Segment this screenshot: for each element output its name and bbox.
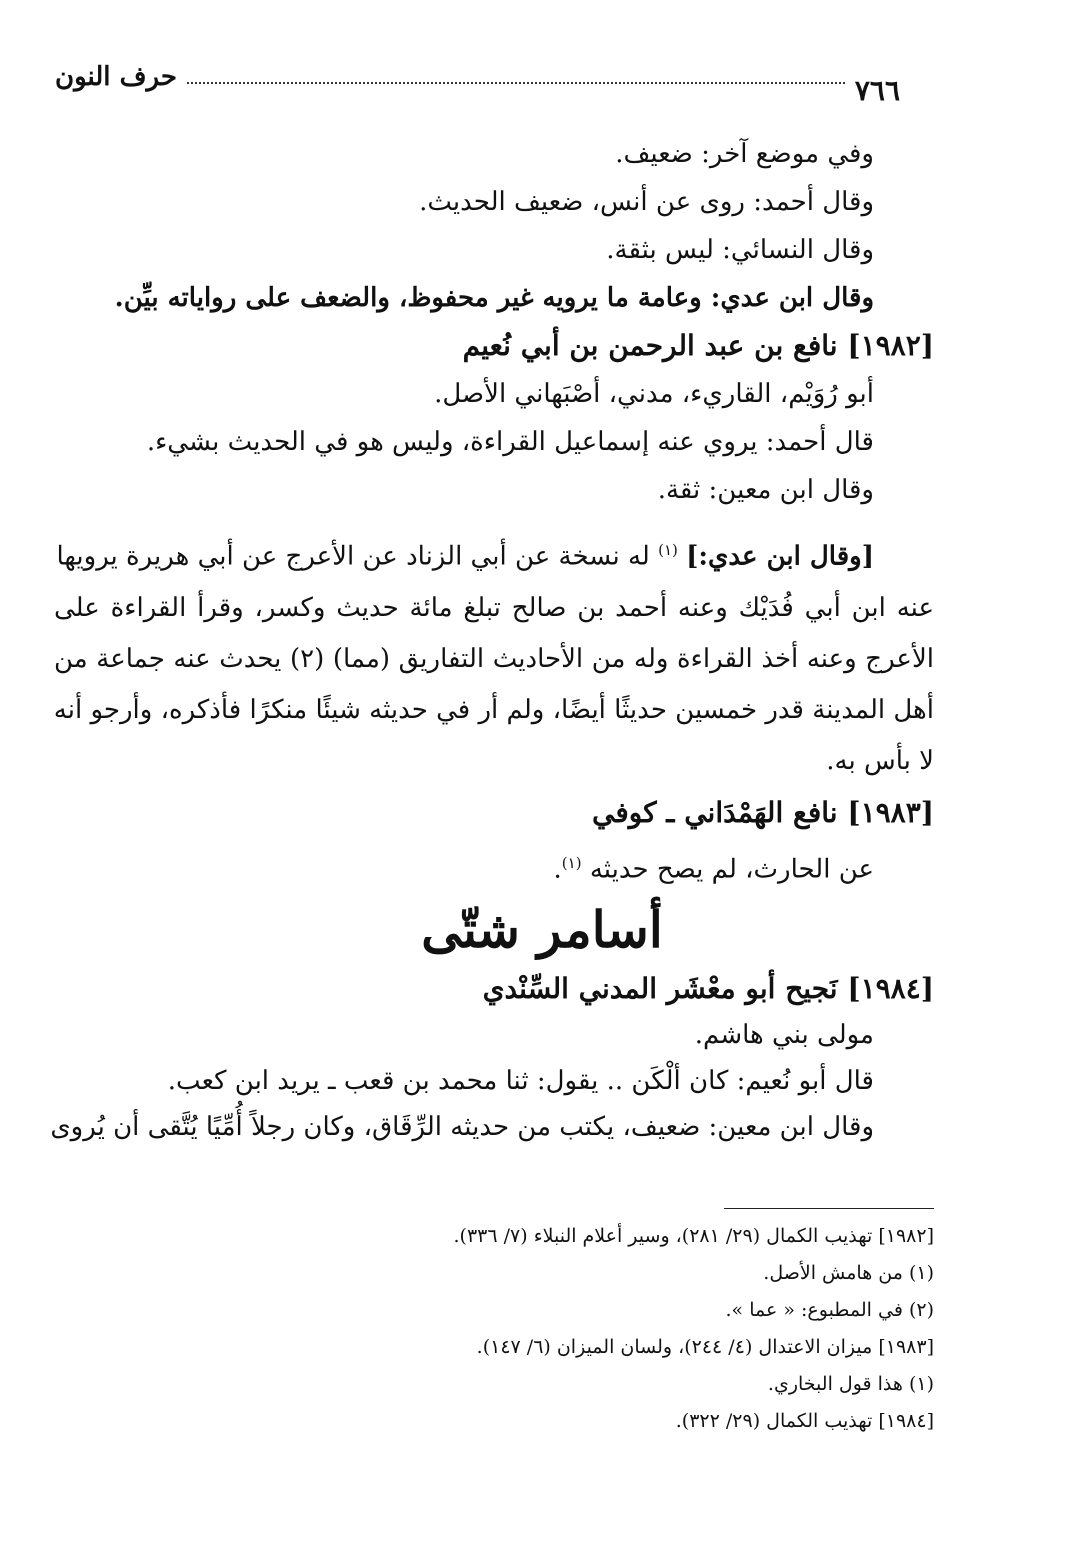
text-line: عن الحارث، لم يصح حديثه $^{(١)}$. (553, 853, 874, 885)
section-title: أسامر شتّى (421, 900, 663, 959)
entry-heading-1983: [١٩٨٣] نافع الهَمْدَاني ـ كوفي (592, 795, 934, 829)
text-line: مولى بني هاشم. (694, 1020, 874, 1050)
paragraph-block-1982 (54, 525, 934, 895)
text-line: أبو رُوَيْم، القاريء، مدني، أصْبَهاني الأصل. (434, 379, 874, 409)
text-line: وقال ابن معين: ضعيف، يكتب من حديثه الرِّقَاق، وكان رجلاً أُمِّيًا يُتَّقى أن يُروى (50, 1112, 874, 1142)
text-line: لا بأس به. (826, 745, 934, 776)
page-header (55, 64, 900, 114)
text-line: وفي موضع آخر: ضعيف. (615, 139, 874, 169)
page-number: ٧٦٦ (845, 74, 900, 107)
text-line: وقال النسائي: ليس بثقة. (606, 235, 874, 265)
paragraph-first-text: له نسخة عن أبي الزناد عن الأعرج عن أبي هريرة يرويها (56, 541, 650, 572)
footnote-divider (724, 1208, 934, 1209)
footnote-ref: (١) (658, 541, 678, 559)
text-line: الأعرج وعنه أخذ القراءة وله من الأحاديث التفاريق (مما) (٢) يحدث عنه جماعة من (54, 643, 934, 674)
footnote: (١) من هامش الأصل. (763, 1262, 934, 1284)
paragraph-lead: [وقال ابن عدي:] (686, 541, 874, 572)
text-line: قال أبو نُعيم: كان ألْكَن .. يقول: ثنا محمد بن قعب ـ يريد ابن كعب. (167, 1066, 874, 1096)
entry-heading-1984: [١٩٨٤] نَجيح أبو معْشَر المدني السِّنْدي (482, 972, 934, 1005)
text-line: وقال ابن عدي: وعامة ما يرويه غير محفوظ، والضعف على رواياته بيِّن. (114, 283, 874, 313)
footnote: (١) هذا قول البخاري. (767, 1373, 934, 1395)
paragraph-first-line (54, 525, 874, 583)
footnote-ref: (١) (561, 853, 582, 872)
lower-text-block (50, 966, 934, 1150)
text-line: عنه ابن أبي فُدَيْك وعنه أحمد بن صالح تبلغ مائة حديث وكسر، وقرأ القراءة على (54, 592, 934, 623)
text-line: أهل المدينة قدر خمسين حديثًا أيضًا، ولم أر في حديثه شيئًا منكرًا فأذكره، وأرجو أنه (53, 694, 934, 725)
text-line: وقال ابن معين: ثقة. (657, 475, 874, 505)
footnote: [١٩٨٢] تهذيب الكمال (٢٩/ ٢٨١)، وسير أعلام النبلاء (٧/ ٣٣٦). (453, 1225, 934, 1247)
running-title: حرف النون (55, 62, 187, 92)
footnote: [١٩٨٤] تهذيب الكمال (٢٩/ ٣٢٢). (675, 1410, 934, 1432)
footnote: [١٩٨٣] ميزان الاعتدال (٤/ ٢٤٤)، ولسان الميزان (٦/ ١٤٧). (476, 1336, 934, 1358)
text-line: وقال أحمد: روى عن أنس، ضعيف الحديث. (419, 187, 874, 217)
text-line: قال أحمد: يروي عنه إسماعيل القراءة، وليس هو في الحديث بشيء. (146, 427, 874, 457)
entry-1983-text: عن الحارث، لم يصح حديثه (589, 854, 874, 885)
header-dotted-rule (180, 82, 900, 84)
entry-heading-1982: [١٩٨٢] نافع بن عبد الرحمن بن أبي نُعيم (462, 329, 934, 362)
upper-text-block (54, 130, 934, 514)
footnotes (54, 1218, 934, 1440)
footnote: (٢) في المطبوع: « عما ». (725, 1299, 934, 1321)
